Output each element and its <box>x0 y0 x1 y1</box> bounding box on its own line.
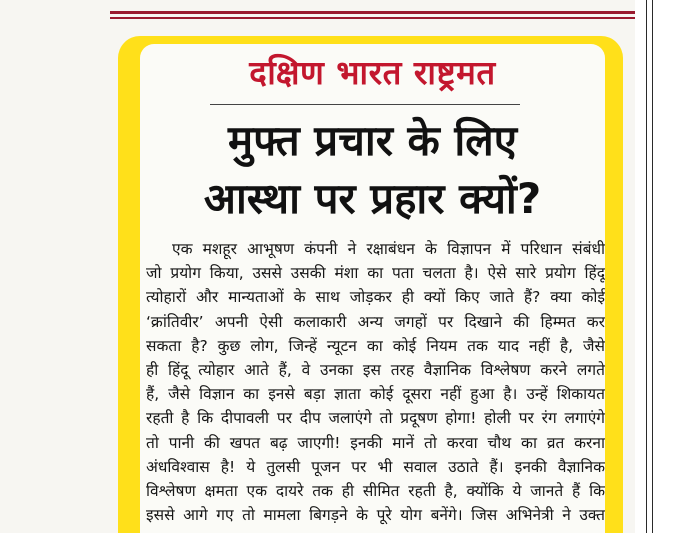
headline <box>140 112 605 228</box>
masthead: दक्षिण भारत राष्ट्रमत <box>249 53 496 92</box>
top-rule <box>110 11 635 14</box>
article-line: त्योहारों और मान्यताओं के साथ जोड़कर ही क्यों किए जाते हैं? क्या कोई <box>146 288 605 307</box>
article-body <box>146 237 605 527</box>
headline-line-2: आस्था पर प्रहार क्यों? <box>203 174 542 223</box>
column-rule <box>646 0 647 533</box>
article-line: रहती है कि दीपावली पर दीप जलाएंगे तो प्रदूषण होगा! होली पर रंग लगाएंगे <box>146 409 605 428</box>
masthead-divider <box>210 104 520 105</box>
article-line: विश्लेषण क्षमता एक दायरे तक ही सीमित रहती है, क्योंकि ये जानते हैं कि <box>146 482 605 501</box>
headline-line-1: मुफ्त प्रचार के लिए <box>227 116 518 165</box>
column-rule <box>652 0 653 533</box>
article-line: ‘क्रांतिवीर’ अपनी ऐसी कलाकारी अन्य जगहों पर दिखाने की हिम्मत कर <box>146 312 605 331</box>
article-line: जो प्रयोग किया, उससे उसकी मंशा का पता चलता है। ऐसे सारे प्रयोग हिंदू <box>146 264 605 283</box>
article-line: ही हिंदू त्योहार आते हैं, वे उनका इस तरह वैज्ञानिक विश्लेषण करने लगते <box>146 361 605 380</box>
page-margin <box>635 0 695 533</box>
article-line: इससे आगे गए तो मामला बिगड़ने के पूरे योग बनेंगे। जिस अभिनेत्री ने उक्त <box>146 506 605 525</box>
article-line: सकता है? कुछ लोग, जिन्हें न्यूटन का कोई नियम तक याद नहीं है, जैसे <box>146 336 605 355</box>
article-line: एक मशहूर आभूषण कंपनी ने रक्षाबंधन के विज्ञापन में परिधान संबंधी <box>172 240 605 258</box>
article-line: हैं, जैसे विज्ञान का इनसे बड़ा ज्ञाता कोई दूसरा नहीं हुआ है। उन्हें शिकायत <box>146 385 605 404</box>
top-rule <box>110 17 635 19</box>
article-line: अंधविश्वास है! ये तुलसी पूजन पर भी सवाल उठाते हैं। इनकी वैज्ञानिक <box>146 457 605 476</box>
article-line: तो पानी की खपत बढ़ जाएगी! इनकी मानें तो करवा चौथ का व्रत करना <box>146 433 605 452</box>
